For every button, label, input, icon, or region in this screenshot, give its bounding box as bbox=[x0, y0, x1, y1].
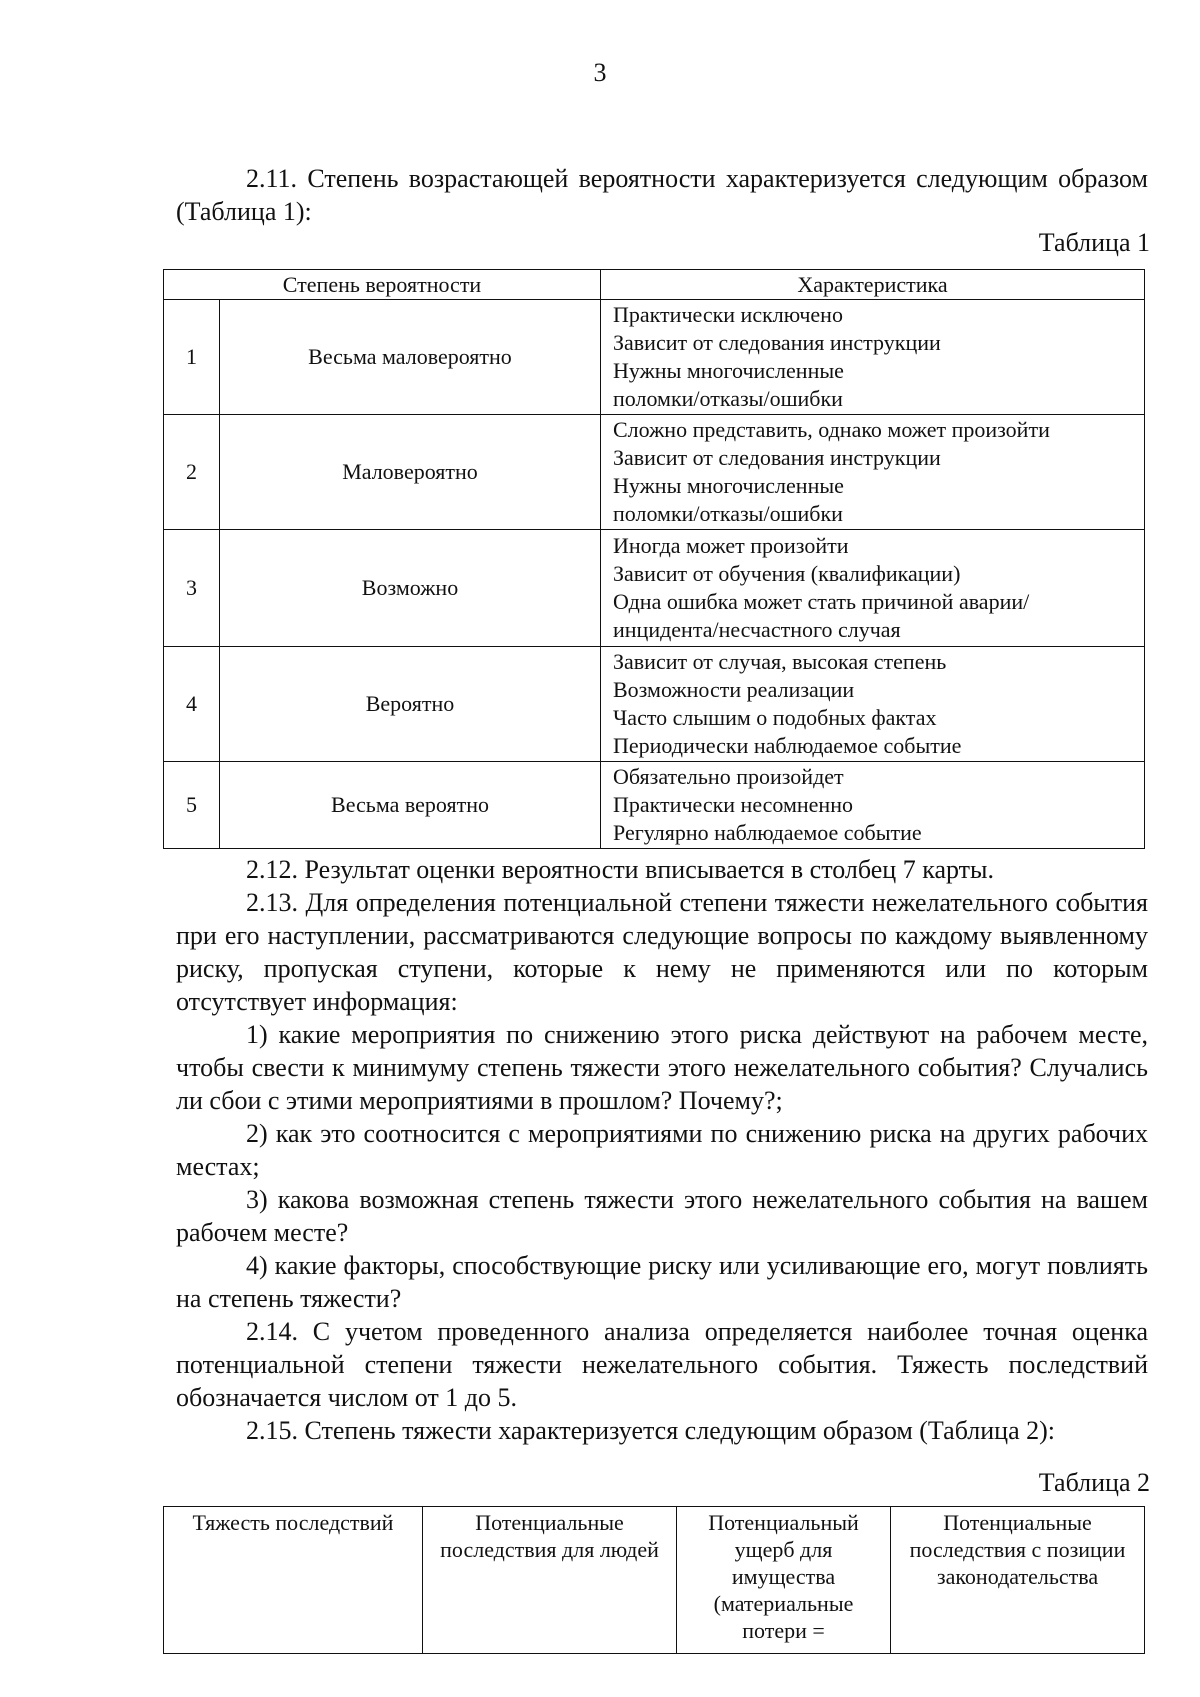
characteristic bbox=[601, 415, 1145, 530]
table2-caption: Таблица 2 bbox=[1038, 1468, 1150, 1497]
page-number: 3 bbox=[593, 58, 607, 87]
row-number: 5 bbox=[164, 762, 220, 849]
table1-caption: Таблица 1 bbox=[1038, 228, 1150, 257]
paragraph-2-12: 2.12. Результат оценки вероятности вписывается в столбец 7 карты. bbox=[246, 855, 994, 884]
probability-table bbox=[163, 269, 1145, 849]
characteristic-line: Одна ошибка может стать причиной аварии/ bbox=[613, 589, 1030, 614]
probability-degree: Весьма маловероятно bbox=[220, 300, 601, 415]
characteristic bbox=[601, 647, 1145, 762]
probability-degree: Вероятно bbox=[220, 647, 601, 762]
table1-header-degree: Степень вероятности bbox=[164, 270, 601, 300]
table2-header-severity: Тяжесть последствий bbox=[164, 1507, 423, 1654]
characteristic-line: поломки/отказы/ошибки bbox=[613, 501, 843, 526]
question-2: 2) как это соотносится с мероприятиями по снижению риска на других рабочих местах; bbox=[176, 1119, 1148, 1181]
characteristic-line: Периодически наблюдаемое событие bbox=[613, 733, 962, 758]
table1-header-characteristic: Характеристика bbox=[601, 270, 1145, 300]
characteristic-line: поломки/отказы/ошибки bbox=[613, 386, 843, 411]
row-number: 2 bbox=[164, 415, 220, 530]
question-4: 4) какие факторы, способствующие риску или усиливающие его, могут повлиять на степень тяжести? bbox=[176, 1251, 1148, 1313]
characteristic-line: Обязательно произойдет bbox=[613, 764, 844, 789]
characteristic-line: инцидента/несчастного случая bbox=[613, 617, 901, 642]
characteristic bbox=[601, 300, 1145, 415]
paragraph-2-15: 2.15. Степень тяжести характеризуется следующим образом (Таблица 2): bbox=[246, 1416, 1056, 1445]
severity-table bbox=[163, 1506, 1145, 1654]
table-row bbox=[164, 530, 1145, 647]
characteristic-line: Иногда может произойти bbox=[613, 533, 849, 558]
characteristic bbox=[601, 530, 1145, 647]
row-number: 1 bbox=[164, 300, 220, 415]
characteristic-line: Нужны многочисленные bbox=[613, 473, 844, 498]
probability-degree: Возможно bbox=[220, 530, 601, 647]
characteristic-line: Часто слышим о подобных фактах bbox=[613, 705, 937, 730]
probability-degree: Маловероятно bbox=[220, 415, 601, 530]
table2-header-property: Потенциальный ущерб для имущества (материальные потери = bbox=[677, 1507, 891, 1654]
characteristic-line: Зависит от случая, высокая степень bbox=[613, 649, 947, 674]
table2-header-people: Потенциальные последствия для людей bbox=[423, 1507, 677, 1654]
characteristic bbox=[601, 762, 1145, 849]
characteristic-line: Практически исключено bbox=[613, 302, 843, 327]
characteristic-line: Возможности реализации bbox=[613, 677, 855, 702]
characteristic-line: Сложно представить, однако может произойти bbox=[613, 417, 1050, 442]
row-number: 4 bbox=[164, 647, 220, 762]
characteristic-line: Нужны многочисленные bbox=[613, 358, 844, 383]
table2-header-legislation: Потенциальные последствия с позиции законодательства bbox=[891, 1507, 1145, 1654]
table-row bbox=[164, 762, 1145, 849]
characteristic-line: Зависит от следования инструкции bbox=[613, 330, 941, 355]
characteristic-line: Регулярно наблюдаемое событие bbox=[613, 820, 922, 845]
question-3: 3) какова возможная степень тяжести этого нежелательного события на вашем рабочем месте? bbox=[176, 1185, 1148, 1247]
table2-header-row bbox=[164, 1507, 1145, 1654]
probability-degree: Весьма вероятно bbox=[220, 762, 601, 849]
table-row bbox=[164, 647, 1145, 762]
characteristic-line: Зависит от следования инструкции bbox=[613, 445, 941, 470]
characteristic-line: Зависит от обучения (квалификации) bbox=[613, 561, 961, 586]
paragraph-2-14: 2.14. С учетом проведенного анализа определяется наиболее точная оценка потенциальной степени тяжести нежелательного события. Тяжесть последствий обозначается числом от 1 до 5. bbox=[176, 1317, 1148, 1412]
table-row bbox=[164, 300, 1145, 415]
row-number: 3 bbox=[164, 530, 220, 647]
table1-header-row bbox=[164, 270, 1145, 300]
table-row bbox=[164, 415, 1145, 530]
paragraph-2-11: 2.11. Степень возрастающей вероятности характеризуется следующим образом (Таблица 1): bbox=[176, 164, 1148, 226]
question-1: 1) какие мероприятия по снижению этого риска действуют на рабочем месте, чтобы свести к минимуму степень тяжести этого нежелательного события? Случались ли сбои с этими мероприятиями в прошлом? Почему?; bbox=[176, 1020, 1148, 1115]
characteristic-line: Практически несомненно bbox=[613, 792, 853, 817]
paragraph-2-13: 2.13. Для определения потенциальной степени тяжести нежелательного события при его наступлении, рассматриваются следующие вопросы по каждому выявленному риску, пропуская ступени, которые к нему не применяются или по которым отсутствует информация: bbox=[176, 888, 1148, 1016]
